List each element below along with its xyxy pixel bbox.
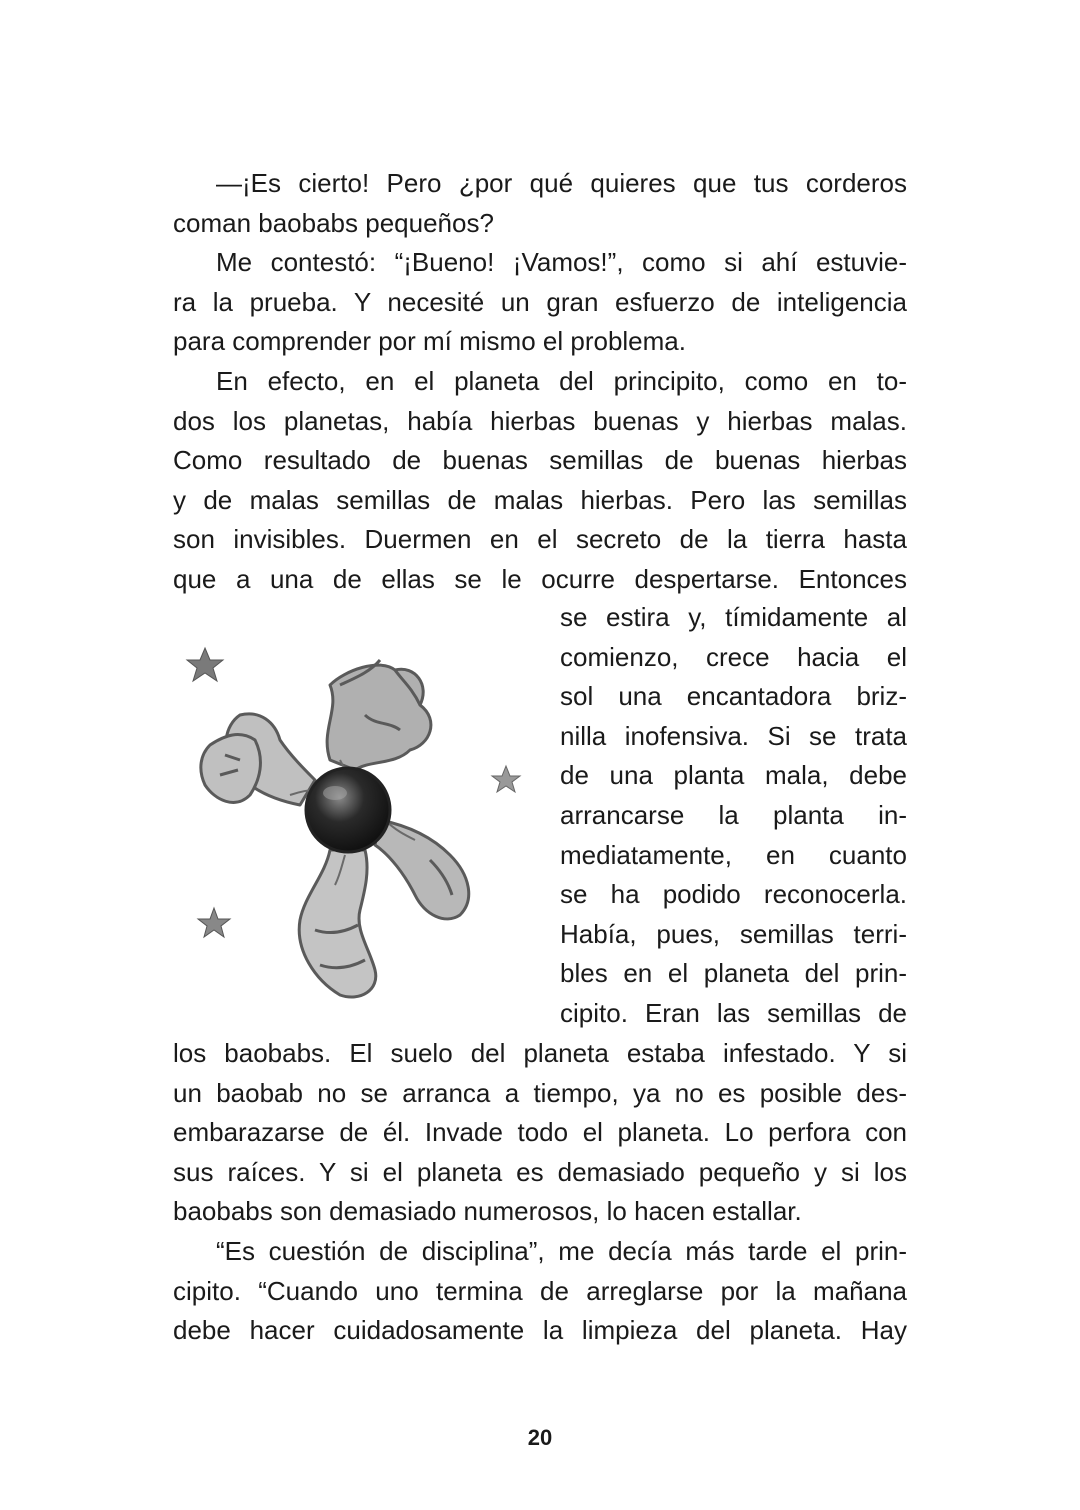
- text-block-bottom: [173, 1034, 907, 1351]
- text-line: se estira y, tímidamente al: [560, 602, 907, 632]
- planet-icon: [306, 768, 390, 852]
- text-line: son invisibles. Duermen en el secreto de la tierra hasta: [173, 524, 907, 555]
- text-line: comienzo, crece hacia el: [560, 641, 907, 672]
- star-icon: [187, 648, 223, 681]
- text-line: cipito. Eran las semillas de: [560, 997, 907, 1028]
- text-line: nilla inofensiva. Si se trata: [560, 720, 907, 751]
- text-line: “Es cuestión de disciplina”, me decía más tarde el prin-: [216, 1235, 907, 1266]
- text-line: En efecto, en el planeta del principito, como en to-: [216, 365, 907, 396]
- text-block-top: [173, 164, 907, 600]
- text-line: Había, pues, semillas terri-: [560, 918, 907, 949]
- text-line: arrancarse la planta in-: [560, 799, 907, 830]
- star-icon: [198, 908, 230, 937]
- paragraph-3: [173, 362, 907, 600]
- baobab-left: [201, 714, 315, 805]
- baobab-bottom: [299, 850, 376, 997]
- paragraph-1: [173, 164, 907, 243]
- text-line: cipito. “Cuando uno termina de arreglarse por la mañana: [173, 1275, 907, 1306]
- paragraph-2: [173, 243, 907, 362]
- text-line: de una planta mala, debe: [560, 760, 907, 791]
- text-line: baobabs son demasiado numerosos, lo hacen estallar.: [173, 1196, 802, 1227]
- text-line: sol una encantadora briz-: [560, 681, 907, 712]
- text-line: que a una de ellas se le ocurre despertarse. Entonces: [173, 563, 907, 594]
- text-line: un baobab no se arranca a tiempo, ya no es posible des-: [173, 1077, 907, 1108]
- text-line: y de malas semillas de malas hierbas. Pero las semillas: [173, 484, 907, 515]
- baobab-top: [327, 660, 431, 770]
- baobab-planet-illustration: [180, 630, 525, 1020]
- text-line: debe hacer cuidadosamente la limpieza del planeta. Hay: [173, 1315, 907, 1346]
- text-line: embarazarse de él. Invade todo el planeta. Lo perfora con: [173, 1117, 907, 1148]
- text-line: para comprender por mí mismo el problema.: [173, 326, 686, 357]
- text-line: ra la prueba. Y necesité un gran esfuerzo de inteligencia: [173, 286, 907, 317]
- page-number: 20: [527, 1425, 553, 1450]
- text-line: se ha podido reconocerla.: [560, 879, 907, 910]
- text-line: coman baobabs pequeños?: [173, 207, 494, 238]
- text-wrap-column: [560, 598, 907, 1034]
- paragraph-3-continued: [173, 1034, 907, 1232]
- text-line: dos los planetas, había hierbas buenas y hierbas malas.: [173, 405, 907, 436]
- text-line: mediatamente, en cuanto: [560, 839, 907, 870]
- text-line: bles en el planeta del prin-: [560, 958, 907, 989]
- text-line: Me contestó: “¡Bueno! ¡Vamos!”, como si ahí estuvie-: [216, 247, 907, 278]
- text-line: sus raíces. Y si el planeta es demasiado pequeño y si los: [173, 1156, 907, 1187]
- text-line: los baobabs. El suelo del planeta estaba infestado. Y si: [173, 1038, 907, 1068]
- text-line: —¡Es cierto! Pero ¿por qué quieres que tus corderos: [216, 168, 907, 198]
- paragraph-4: [173, 1232, 907, 1351]
- text-line: Como resultado de buenas semillas de buenas hierbas: [173, 445, 907, 476]
- star-icon: [492, 766, 520, 792]
- baobab-right: [375, 820, 469, 919]
